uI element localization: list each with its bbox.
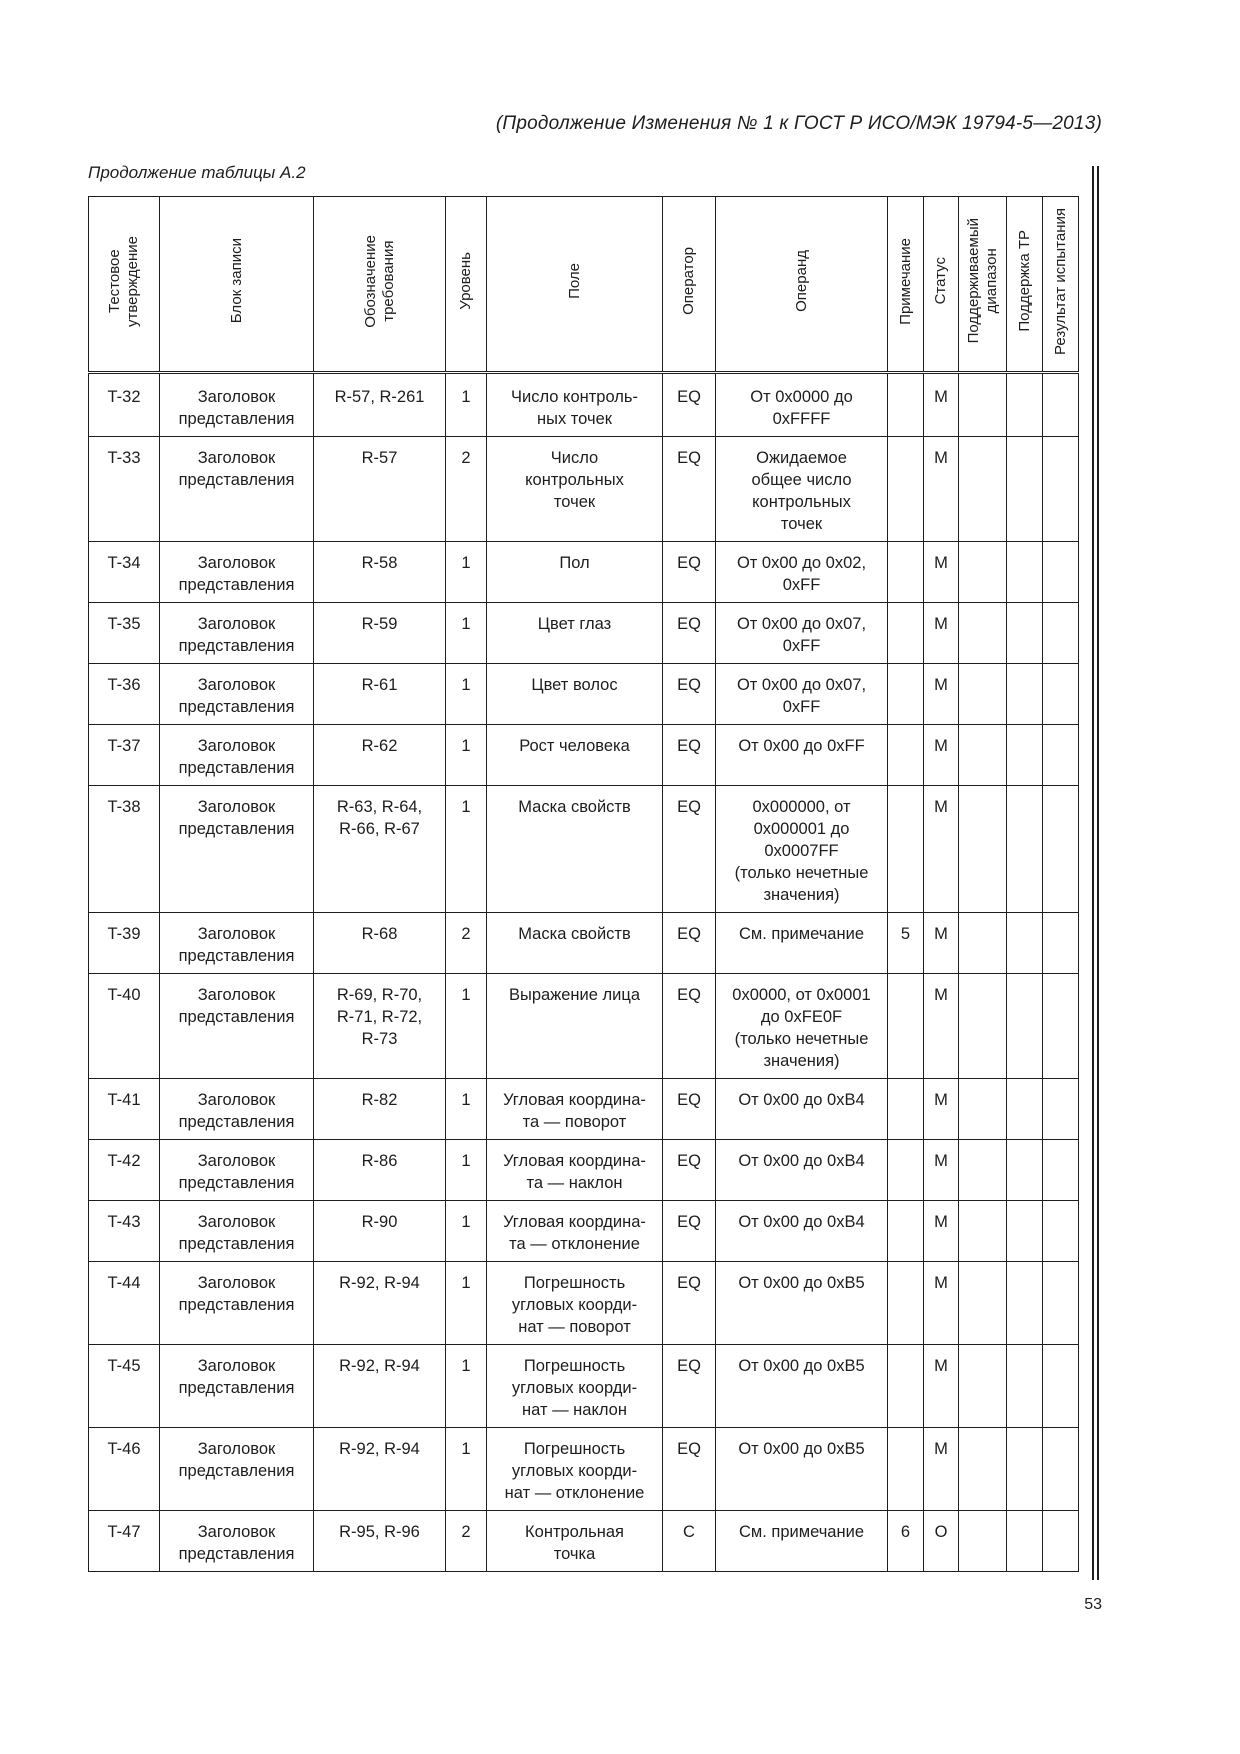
table-caption: Продолжение таблицы А.2	[88, 163, 306, 182]
cell-test-result	[1043, 1140, 1079, 1201]
col-header-test-result	[1043, 197, 1079, 373]
cell-status: M	[924, 974, 959, 1079]
cell-supported-range	[959, 913, 1007, 974]
cell-operand: От 0x00 до 0xB5	[716, 1262, 888, 1345]
cell-requirement: R-61	[314, 664, 446, 725]
cell-tp-support	[1007, 786, 1043, 913]
col-header-supported-range	[959, 197, 1007, 373]
cell-status: M	[924, 1140, 959, 1201]
cell-test-id: T-42	[89, 1140, 160, 1201]
col-header-tp-support	[1007, 197, 1043, 373]
cell-supported-range	[959, 1079, 1007, 1140]
cell-operand: 0x000000, от 0x000001 до 0x0007FF (только нечетные значения)	[716, 786, 888, 913]
cell-supported-range	[959, 1140, 1007, 1201]
cell-test-id: T-44	[89, 1262, 160, 1345]
cell-record-block: Заголовок представления	[160, 913, 314, 974]
cell-tp-support	[1007, 913, 1043, 974]
cell-test-id: T-46	[89, 1428, 160, 1511]
cell-operand: От 0x00 до 0x02, 0xFF	[716, 542, 888, 603]
col-header-field	[487, 197, 663, 373]
cell-field: Рост человека	[487, 725, 663, 786]
table-row	[89, 1079, 1079, 1140]
cell-note	[888, 1079, 924, 1140]
cell-record-block: Заголовок представления	[160, 725, 314, 786]
table-row	[89, 1201, 1079, 1262]
cell-operator: EQ	[663, 1140, 716, 1201]
cell-status: M	[924, 725, 959, 786]
cell-requirement: R-92, R-94	[314, 1345, 446, 1428]
col-header-status	[924, 197, 959, 373]
cell-supported-range	[959, 437, 1007, 542]
table-row	[89, 664, 1079, 725]
cell-tp-support	[1007, 542, 1043, 603]
cell-record-block: Заголовок представления	[160, 1262, 314, 1345]
cell-record-block: Заголовок представления	[160, 1201, 314, 1262]
cell-test-id: T-41	[89, 1079, 160, 1140]
cell-record-block: Заголовок представления	[160, 603, 314, 664]
cell-level: 1	[446, 1201, 487, 1262]
cell-test-id: T-35	[89, 603, 160, 664]
cell-level: 2	[446, 1511, 487, 1572]
cell-test-result	[1043, 603, 1079, 664]
col-header-record-block	[160, 197, 314, 373]
cell-field: Погрешность угловых коорди- нат — наклон	[487, 1345, 663, 1428]
cell-record-block: Заголовок представления	[160, 1140, 314, 1201]
cell-operator: EQ	[663, 1079, 716, 1140]
cell-record-block: Заголовок представления	[160, 1345, 314, 1428]
cell-level: 1	[446, 603, 487, 664]
cell-test-result	[1043, 1201, 1079, 1262]
cell-supported-range	[959, 1262, 1007, 1345]
cell-requirement: R-57, R-261	[314, 373, 446, 437]
cell-test-result	[1043, 1262, 1079, 1345]
cell-test-id: T-47	[89, 1511, 160, 1572]
cell-operator: EQ	[663, 664, 716, 725]
requirements-table	[88, 196, 1079, 1572]
cell-note	[888, 437, 924, 542]
cell-requirement: R-92, R-94	[314, 1262, 446, 1345]
cell-note	[888, 664, 924, 725]
cell-level: 1	[446, 664, 487, 725]
cell-note	[888, 603, 924, 664]
cell-note	[888, 1345, 924, 1428]
cell-note	[888, 786, 924, 913]
cell-tp-support	[1007, 603, 1043, 664]
cell-tp-support	[1007, 1079, 1043, 1140]
col-header-label: Операнд	[792, 250, 810, 312]
cell-level: 1	[446, 542, 487, 603]
cell-test-result	[1043, 725, 1079, 786]
cell-supported-range	[959, 1511, 1007, 1572]
cell-requirement: R-69, R-70, R-71, R-72, R-73	[314, 974, 446, 1079]
cell-level: 2	[446, 437, 487, 542]
cell-level: 1	[446, 1079, 487, 1140]
cell-supported-range	[959, 373, 1007, 437]
cell-status: M	[924, 373, 959, 437]
cell-field: Угловая координа- та — наклон	[487, 1140, 663, 1201]
cell-supported-range	[959, 542, 1007, 603]
cell-field: Выражение лица	[487, 974, 663, 1079]
cell-tp-support	[1007, 664, 1043, 725]
cell-requirement: R-92, R-94	[314, 1428, 446, 1511]
cell-requirement: R-68	[314, 913, 446, 974]
cell-record-block: Заголовок представления	[160, 373, 314, 437]
cell-test-result	[1043, 664, 1079, 725]
cell-record-block: Заголовок представления	[160, 437, 314, 542]
cell-status: M	[924, 1201, 959, 1262]
cell-requirement: R-95, R-96	[314, 1511, 446, 1572]
cell-test-id: T-40	[89, 974, 160, 1079]
cell-note	[888, 1262, 924, 1345]
cell-level: 1	[446, 974, 487, 1079]
cell-note	[888, 1201, 924, 1262]
cell-operator: EQ	[663, 1345, 716, 1428]
cell-operator: EQ	[663, 1201, 716, 1262]
col-header-operand	[716, 197, 888, 373]
cell-tp-support	[1007, 1201, 1043, 1262]
cell-operand: От 0x00 до 0xB5	[716, 1428, 888, 1511]
cell-tp-support	[1007, 1428, 1043, 1511]
cell-status: О	[924, 1511, 959, 1572]
col-header-operator	[663, 197, 716, 373]
table-row	[89, 437, 1079, 542]
cell-supported-range	[959, 1345, 1007, 1428]
cell-status: M	[924, 603, 959, 664]
header-row	[89, 197, 1079, 373]
cell-record-block: Заголовок представления	[160, 542, 314, 603]
table-row	[89, 974, 1079, 1079]
cell-test-result	[1043, 1511, 1079, 1572]
cell-test-result	[1043, 786, 1079, 913]
table-row	[89, 542, 1079, 603]
table-row	[89, 1511, 1079, 1572]
cell-test-id: T-45	[89, 1345, 160, 1428]
cell-requirement: R-86	[314, 1140, 446, 1201]
col-header-label: Поддерживаемый диапазон	[964, 218, 1000, 344]
cell-operand: См. примечание	[716, 913, 888, 974]
cell-operator: EQ	[663, 373, 716, 437]
col-header-test-statement	[89, 197, 160, 373]
col-header-label: Результат испытания	[1051, 207, 1069, 355]
cell-operator: EQ	[663, 603, 716, 664]
cell-test-id: T-36	[89, 664, 160, 725]
cell-requirement: R-59	[314, 603, 446, 664]
cell-note: 6	[888, 1511, 924, 1572]
cell-record-block: Заголовок представления	[160, 1428, 314, 1511]
col-header-label: Уровень	[457, 252, 474, 310]
cell-requirement: R-57	[314, 437, 446, 542]
cell-supported-range	[959, 664, 1007, 725]
cell-status: M	[924, 1262, 959, 1345]
cell-note	[888, 1428, 924, 1511]
cell-operand: Ожидаемое общее число контрольных точек	[716, 437, 888, 542]
cell-record-block: Заголовок представления	[160, 974, 314, 1079]
col-header-label: Статус	[932, 257, 949, 305]
cell-status: M	[924, 1345, 959, 1428]
cell-record-block: Заголовок представления	[160, 1079, 314, 1140]
col-header-label: Примечание	[896, 237, 914, 325]
cell-test-result	[1043, 913, 1079, 974]
margin-bar	[1097, 166, 1099, 1580]
cell-operator: EQ	[663, 1262, 716, 1345]
cell-operand: От 0x00 до 0xB4	[716, 1201, 888, 1262]
cell-test-result	[1043, 1428, 1079, 1511]
cell-operator: С	[663, 1511, 716, 1572]
cell-supported-range	[959, 1201, 1007, 1262]
cell-field: Угловая координа- та — отклонение	[487, 1201, 663, 1262]
cell-note	[888, 974, 924, 1079]
cell-operator: EQ	[663, 974, 716, 1079]
cell-test-id: T-38	[89, 786, 160, 913]
cell-field: Маска свойств	[487, 786, 663, 913]
cell-operand: От 0x00 до 0xFF	[716, 725, 888, 786]
cell-supported-range	[959, 603, 1007, 664]
col-header-level	[446, 197, 487, 373]
table-row	[89, 373, 1079, 437]
cell-record-block: Заголовок представления	[160, 664, 314, 725]
cell-operator: EQ	[663, 725, 716, 786]
cell-tp-support	[1007, 974, 1043, 1079]
cell-field: Число контроль- ных точек	[487, 373, 663, 437]
cell-test-id: T-39	[89, 913, 160, 974]
cell-test-result	[1043, 437, 1079, 542]
table-row	[89, 603, 1079, 664]
cell-field: Пол	[487, 542, 663, 603]
table-row	[89, 1345, 1079, 1428]
cell-operand: 0x0000, от 0x0001 до 0xFE0F (только нечетные значения)	[716, 974, 888, 1079]
cell-test-id: T-32	[89, 373, 160, 437]
col-header-requirement-id	[314, 197, 446, 373]
cell-tp-support	[1007, 1262, 1043, 1345]
cell-requirement: R-62	[314, 725, 446, 786]
table-row	[89, 1140, 1079, 1201]
cell-test-result	[1043, 542, 1079, 603]
cell-note	[888, 725, 924, 786]
col-header-label: Оператор	[680, 247, 697, 315]
cell-level: 1	[446, 1262, 487, 1345]
table-row	[89, 1262, 1079, 1345]
col-header-label: Поле	[565, 263, 583, 299]
cell-operator: EQ	[663, 437, 716, 542]
col-header-label: Блок записи	[227, 238, 245, 324]
table-row	[89, 786, 1079, 913]
cell-level: 1	[446, 1428, 487, 1511]
cell-level: 1	[446, 373, 487, 437]
cell-operator: EQ	[663, 542, 716, 603]
cell-test-id: T-43	[89, 1201, 160, 1262]
col-header-label: Тестовое утверждение	[106, 235, 141, 327]
cell-test-result	[1043, 373, 1079, 437]
cell-tp-support	[1007, 437, 1043, 542]
cell-requirement: R-63, R-64, R-66, R-67	[314, 786, 446, 913]
cell-tp-support	[1007, 1511, 1043, 1572]
cell-level: 2	[446, 913, 487, 974]
cell-operand: От 0x00 до 0x07, 0xFF	[716, 664, 888, 725]
cell-tp-support	[1007, 1140, 1043, 1201]
cell-note	[888, 373, 924, 437]
cell-test-result	[1043, 1079, 1079, 1140]
cell-test-id: T-37	[89, 725, 160, 786]
cell-tp-support	[1007, 1345, 1043, 1428]
cell-field: Число контрольных точек	[487, 437, 663, 542]
cell-field: Маска свойств	[487, 913, 663, 974]
cell-supported-range	[959, 786, 1007, 913]
table-row	[89, 1428, 1079, 1511]
cell-record-block: Заголовок представления	[160, 1511, 314, 1572]
cell-requirement: R-82	[314, 1079, 446, 1140]
margin-bar	[1092, 166, 1094, 1580]
col-header-label: Поддержка ТР	[1015, 230, 1033, 332]
cell-status: M	[924, 913, 959, 974]
cell-record-block: Заголовок представления	[160, 786, 314, 913]
cell-field: Погрешность угловых коорди- нат — поворот	[487, 1262, 663, 1345]
cell-status: M	[924, 1079, 959, 1140]
cell-test-id: T-34	[89, 542, 160, 603]
cell-tp-support	[1007, 725, 1043, 786]
cell-supported-range	[959, 725, 1007, 786]
table-row	[89, 913, 1079, 974]
cell-operand: От 0x0000 до 0xFFFF	[716, 373, 888, 437]
col-header-note	[888, 197, 924, 373]
cell-field: Контрольная точка	[487, 1511, 663, 1572]
cell-operand: От 0x00 до 0xB5	[716, 1345, 888, 1428]
cell-operand: От 0x00 до 0xB4	[716, 1079, 888, 1140]
cell-supported-range	[959, 974, 1007, 1079]
cell-status: M	[924, 1428, 959, 1511]
cell-status: M	[924, 786, 959, 913]
col-header-label: Обозначение требования	[361, 234, 397, 328]
cell-requirement: R-58	[314, 542, 446, 603]
cell-level: 1	[446, 1345, 487, 1428]
cell-operand: От 0x00 до 0x07, 0xFF	[716, 603, 888, 664]
cell-test-id: T-33	[89, 437, 160, 542]
cell-operator: EQ	[663, 786, 716, 913]
table-body	[89, 373, 1079, 1572]
cell-test-result	[1043, 1345, 1079, 1428]
cell-tp-support	[1007, 373, 1043, 437]
cell-level: 1	[446, 1140, 487, 1201]
cell-note: 5	[888, 913, 924, 974]
cell-note	[888, 1140, 924, 1201]
cell-level: 1	[446, 725, 487, 786]
table-row	[89, 725, 1079, 786]
cell-operand: От 0x00 до 0xB4	[716, 1140, 888, 1201]
cell-supported-range	[959, 1428, 1007, 1511]
cell-field: Цвет волос	[487, 664, 663, 725]
cell-status: M	[924, 437, 959, 542]
cell-level: 1	[446, 786, 487, 913]
cell-operand: См. примечание	[716, 1511, 888, 1572]
cell-status: M	[924, 542, 959, 603]
cell-requirement: R-90	[314, 1201, 446, 1262]
cell-note	[888, 542, 924, 603]
page-number: 53	[1084, 1596, 1102, 1613]
cell-field: Угловая координа- та — поворот	[487, 1079, 663, 1140]
cell-field: Цвет глаз	[487, 603, 663, 664]
page-header: (Продолжение Изменения № 1 к ГОСТ Р ИСО/МЭК 19794-5—2013)	[495, 113, 1102, 134]
cell-operator: EQ	[663, 1428, 716, 1511]
cell-test-result	[1043, 974, 1079, 1079]
cell-status: M	[924, 664, 959, 725]
cell-operator: EQ	[663, 913, 716, 974]
cell-field: Погрешность угловых коорди- нат — отклонение	[487, 1428, 663, 1511]
